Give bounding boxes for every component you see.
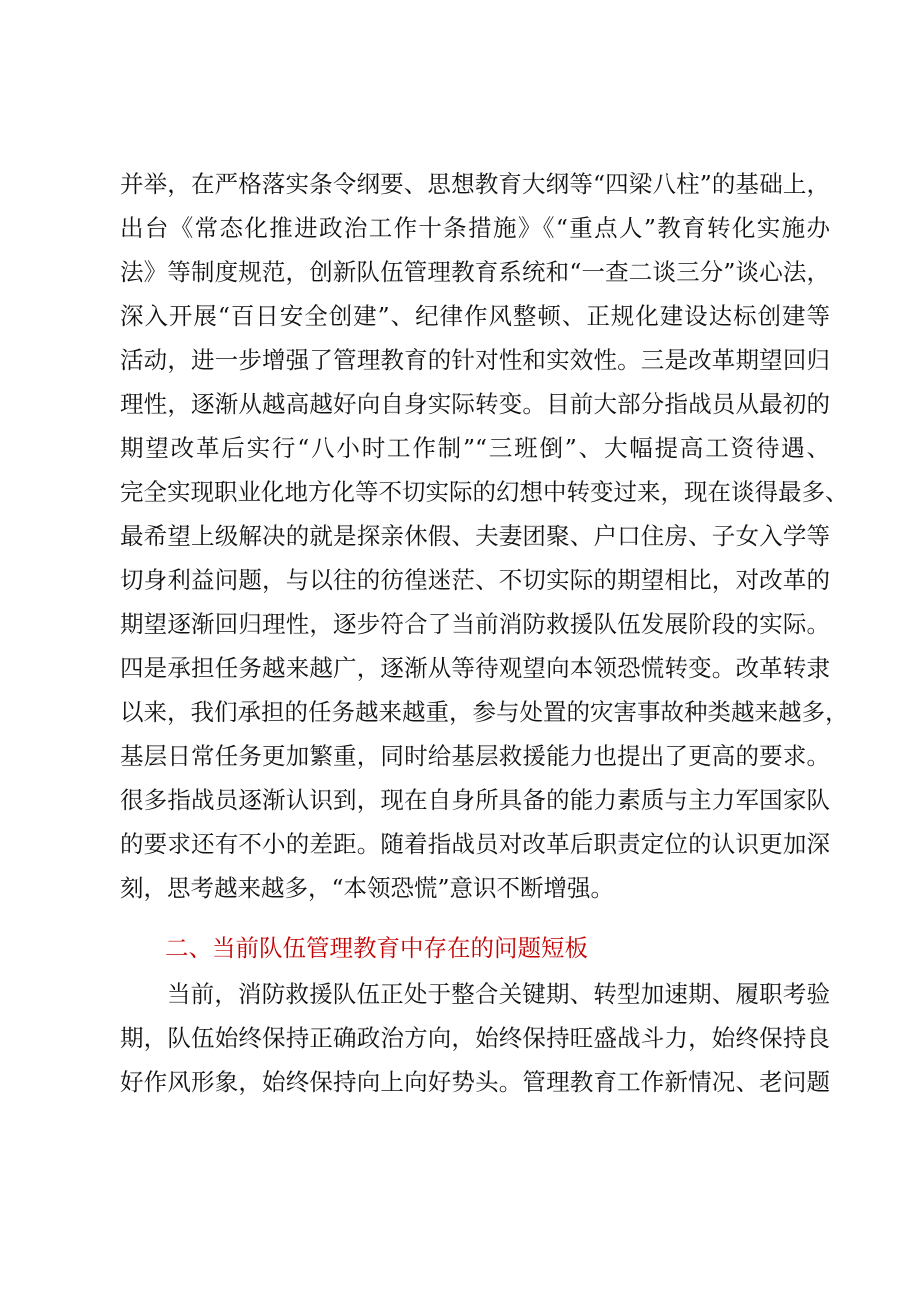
paragraph-1-line-15: 很多指战员逐渐认识到，现在自身所具备的能力素质与主力军国家队 — [120, 786, 830, 814]
paragraph-1-line-14: 基层日常任务更加繁重，同时给基层救援能力也提出了更高的要求。 — [120, 742, 830, 770]
paragraph-1-line-7: 期望改革后实行“八小时工作制”“三班倒”、大幅提高工资待遇、 — [120, 434, 830, 462]
section-heading: 二、当前队伍管理教育中存在的问题短板 — [165, 934, 588, 962]
paragraph-1-line-10: 切身利益问题，与以往的彷徨迷茫、不切实际的期望相比，对改革的 — [120, 566, 830, 594]
paragraph-1-line-16: 的要求还有不小的差距。随着指战员对改革后职责定位的认识更加深 — [120, 830, 830, 858]
paragraph-1-line-8: 完全实现职业化地方化等不切实际的幻想中转变过来，现在谈得最多、 — [120, 478, 849, 506]
paragraph-1-line-9: 最希望上级解决的就是探亲休假、夫妻团聚、户口住房、子女入学等 — [120, 522, 830, 550]
paragraph-1-line-3: 法》等制度规范，创新队伍管理教育系统和“一查二谈三分”谈心法， — [120, 258, 830, 286]
paragraph-2-line-3: 好作风形象，始终保持向上向好势头。管理教育工作新情况、老问题 — [120, 1068, 830, 1096]
paragraph-1-line-12: 四是承担任务越来越广，逐渐从等待观望向本领恐慌转变。改革转隶 — [120, 654, 830, 682]
paragraph-1-line-4: 深入开展“百日安全创建”、纪律作风整顿、正规化建设达标创建等 — [120, 302, 830, 330]
paragraph-2-line-2: 期，队伍始终保持正确政治方向，始终保持旺盛战斗力，始终保持良 — [120, 1024, 830, 1052]
paragraph-1-line-6: 理性，逐渐从越高越好向自身实际转变。目前大部分指战员从最初的 — [120, 390, 830, 418]
paragraph-1-line-17: 刻，思考越来越多，“本领恐慌”意识不断增强。 — [120, 874, 615, 902]
paragraph-1-line-5: 活动，进一步增强了管理教育的针对性和实效性。三是改革期望回归 — [120, 346, 830, 374]
paragraph-1-line-1: 并举，在严格落实条令纲要、思想教育大纲等“四梁八柱”的基础上， — [120, 170, 830, 198]
paragraph-2-line-1: 当前，消防救援队伍正处于整合关键期、转型加速期、履职考验 — [167, 980, 830, 1008]
paragraph-1-line-13: 以来，我们承担的任务越来越重，参与处置的灾害事故种类越来越多， — [120, 698, 849, 726]
paragraph-1-line-2: 出台《常态化推进政治工作十条措施》《“重点人”教育转化实施办 — [120, 214, 830, 242]
paragraph-1-line-11: 期望逐渐回归理性，逐步符合了当前消防救援队伍发展阶段的实际。 — [120, 610, 830, 638]
